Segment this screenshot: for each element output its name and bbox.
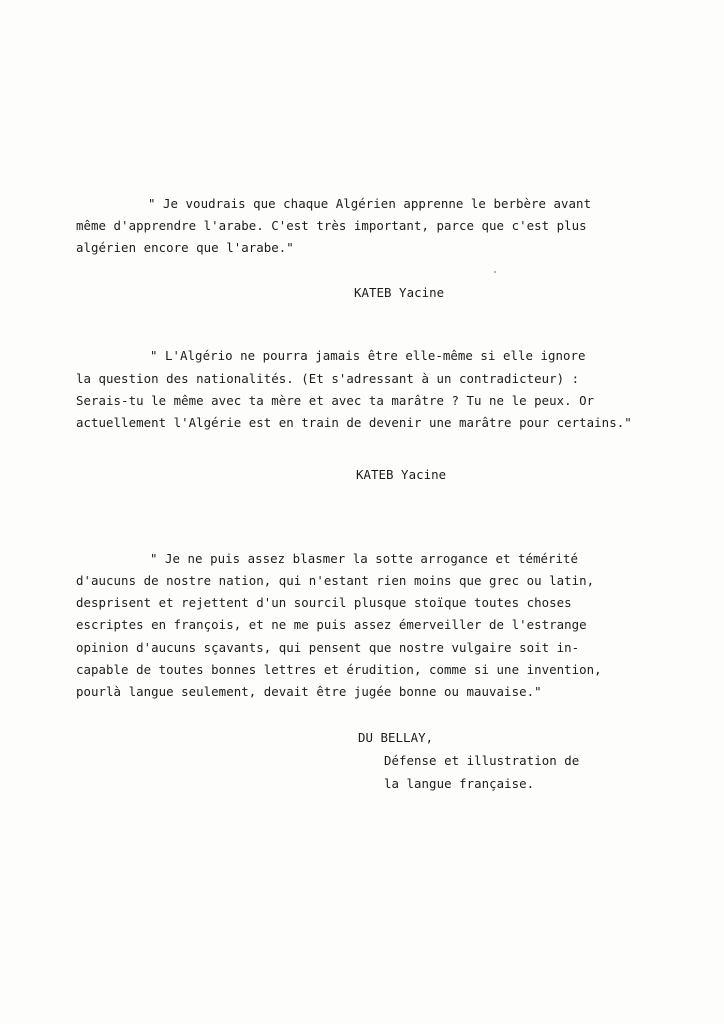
quote2-line-3: Serais-tu le même avec ta mère et avec ta marâtre ? Tu ne le peux. Or bbox=[76, 393, 595, 408]
quote3-work-line-2: la langue française. bbox=[384, 776, 535, 791]
quote1-line-2: même d'apprendre l'arabe. C'est très important, parce que c'est plus bbox=[76, 218, 587, 233]
quote3-author: DU BELLAY, bbox=[358, 730, 434, 745]
paper-speck bbox=[494, 271, 496, 273]
quote2-line-1: " L'Algério ne pourra jamais être elle-même si elle ignore bbox=[150, 348, 586, 363]
quote1-attribution: KATEB Yacine bbox=[354, 285, 445, 300]
quote3-line-5: opinion d'aucuns sçavants, qui pensent que nostre vulgaire soit in- bbox=[76, 640, 580, 655]
quote3-work-line-1: Défense et illustration de bbox=[384, 753, 580, 768]
quote3-line-4: escriptes en françois, et ne me puis assez émerveiller de l'estrange bbox=[76, 617, 587, 632]
quote3-line-6: capable de toutes bonnes lettres et érudition, comme si une invention, bbox=[76, 662, 602, 677]
quote3-line-7: pourlà langue seulement, devait être jugée bonne ou mauvaise." bbox=[76, 684, 542, 699]
quote3-line-1: " Je ne puis assez blasmer la sotte arrogance et témérité bbox=[150, 551, 579, 566]
quote3-line-3: desprisent et rejettent d'un sourcil plusque stoïque toutes choses bbox=[76, 595, 572, 610]
quote3-line-2: d'aucuns de nostre nation, qui n'estant rien moins que grec ou latin, bbox=[76, 573, 595, 588]
quote2-line-4: actuellement l'Algérie est en train de devenir une marâtre pour certains." bbox=[76, 415, 632, 430]
quote1-line-1: " Je voudrais que chaque Algérien apprenne le berbère avant bbox=[148, 196, 592, 211]
quote1-line-3: algérien encore que l'arabe." bbox=[76, 240, 294, 255]
quote2-line-2: la question des nationalités. (Et s'adressant à un contradicteur) : bbox=[76, 371, 580, 386]
quote2-attribution: KATEB Yacine bbox=[356, 467, 447, 482]
